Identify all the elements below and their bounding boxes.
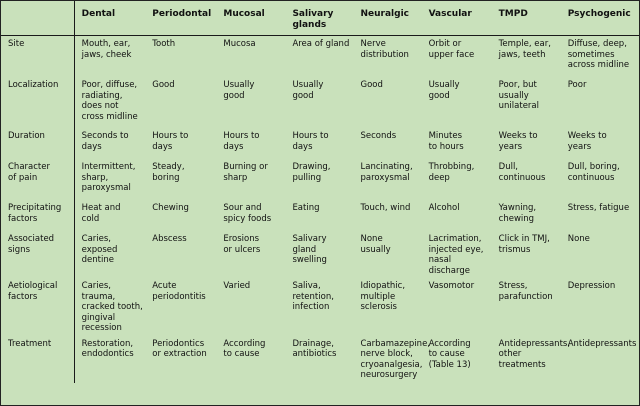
table-cell: Erosions or ulcers <box>223 234 261 255</box>
row-label: Aetiological factors <box>1 278 74 336</box>
table-cell: Depression <box>567 281 616 291</box>
table-row <box>1 336 639 383</box>
table-row <box>1 231 639 278</box>
table-cell: Usually good <box>428 80 460 101</box>
table-row <box>1 278 639 336</box>
table-cell: Seconds to days <box>81 131 129 152</box>
header-corner <box>1 1 74 36</box>
table-cell: Lancinating, paroxysmal <box>360 162 413 183</box>
table-cell: Nerve distribution <box>360 39 409 60</box>
table-cell: Seconds <box>360 131 397 141</box>
table-cell: Restoration, endodontics <box>81 338 134 359</box>
table-cell: Hours to days <box>292 131 329 152</box>
table-cell: Mucosa <box>223 39 256 49</box>
table-cell: Area of gland <box>292 39 350 49</box>
table-cell: Burning or sharp <box>223 162 268 183</box>
table-cell: Carbamazepine, nerve block, cryoanalgesia, neurosurgery <box>360 338 430 380</box>
table-cell: According to cause (Table 13) <box>428 338 471 370</box>
table-cell: Poor, diffuse, radiating, does not cross midline <box>81 80 138 122</box>
table-cell: Tooth <box>152 39 176 49</box>
table-cell: Steady, boring <box>152 162 185 183</box>
row-label: Precipitating factors <box>1 200 74 231</box>
table-cell: Idiopathic, multiple sclerosis <box>360 281 406 312</box>
row-label: Character of pain <box>1 159 74 200</box>
table-cell: Usually good <box>223 80 255 101</box>
table-cell: Minutes to hours <box>428 131 464 152</box>
table-cell: Weeks to years <box>498 131 538 152</box>
table-cell: Lacrimation, injected eye, nasal discharge <box>428 234 484 276</box>
table-cell: Good <box>152 80 175 90</box>
table-cell: Caries, trauma, cracked tooth, gingival recession <box>81 281 143 333</box>
table-cell: Abscess <box>152 234 187 244</box>
table-cell: Chewing <box>152 203 189 213</box>
table-cell: Acute periodontitis <box>152 281 206 302</box>
table-cell: Yawning, chewing <box>498 203 537 224</box>
column-header: Neuralgic <box>354 1 422 36</box>
table-cell: Saliva, retention, infection <box>292 281 334 312</box>
table-header-row <box>1 1 639 36</box>
table-cell: Poor, but usually unilateral <box>498 80 539 111</box>
table-cell: Intermittent, sharp, paroxysmal <box>81 162 136 193</box>
table-cell: Varied <box>223 281 251 291</box>
table-cell: Hours to days <box>223 131 260 152</box>
column-header: Psychogenic <box>561 1 639 36</box>
column-header: Mucosal <box>216 1 285 36</box>
table-cell: Throbbing, deep <box>428 162 475 183</box>
pain-comparison-table <box>1 1 639 383</box>
table-row <box>1 36 639 78</box>
table-cell: Periodontics or extraction <box>152 338 207 359</box>
table-cell: Good <box>360 80 383 90</box>
column-header: Salivary glands <box>285 1 353 36</box>
table-cell: Salivary gland swelling <box>292 234 327 265</box>
table-cell: Orbit or upper face <box>428 39 475 60</box>
row-label: Associated signs <box>1 231 74 278</box>
table-cell: Heat and cold <box>81 203 121 224</box>
table-cell: None usually <box>360 234 391 255</box>
table-cell: Antidepressants, other treatments <box>498 338 571 370</box>
table-cell: Alcohol <box>428 203 460 213</box>
row-label: Duration <box>1 128 74 159</box>
table-cell: Poor <box>567 80 587 90</box>
table-cell: Eating <box>292 203 320 213</box>
table-cell: Antidepressants <box>567 338 637 349</box>
table-cell: Weeks to years <box>567 131 607 152</box>
table-cell: Usually good <box>292 80 324 101</box>
table-cell: Stress, fatigue <box>567 203 630 213</box>
table-cell: Touch, wind <box>360 203 411 213</box>
table-cell: Sour and spicy foods <box>223 203 272 224</box>
table-cell: Caries, exposed dentine <box>81 234 118 265</box>
column-header: Dental <box>74 1 145 36</box>
table-cell: Dull, continuous <box>498 162 546 183</box>
table-cell: Stress, parafunction <box>498 281 553 302</box>
table-row <box>1 159 639 200</box>
table-cell: None <box>567 234 590 244</box>
table-cell: Drawing, pulling <box>292 162 331 183</box>
table-row <box>1 77 639 128</box>
table-cell: Dull, boring, continuous <box>567 162 620 183</box>
row-label: Localization <box>1 77 74 128</box>
column-header: Periodontal <box>145 1 216 36</box>
table-cell: Click in TMJ, trismus <box>498 234 550 255</box>
table-row <box>1 128 639 159</box>
row-label: Treatment <box>1 336 74 383</box>
table-cell: Drainage, antibiotics <box>292 338 337 359</box>
row-label: Site <box>1 36 74 78</box>
table-cell: According to cause <box>223 338 266 359</box>
column-header: Vascular <box>422 1 492 36</box>
table-cell: Mouth, ear, jaws, cheek <box>81 39 132 60</box>
table-cell: Diffuse, deep, sometimes across midline <box>567 39 630 70</box>
table-cell: Vasomotor <box>428 281 475 291</box>
table-cell: Hours to days <box>152 131 189 152</box>
table-cell: Temple, ear, jaws, teeth <box>498 39 551 60</box>
column-header: TMPD <box>492 1 561 36</box>
table-row <box>1 200 639 231</box>
